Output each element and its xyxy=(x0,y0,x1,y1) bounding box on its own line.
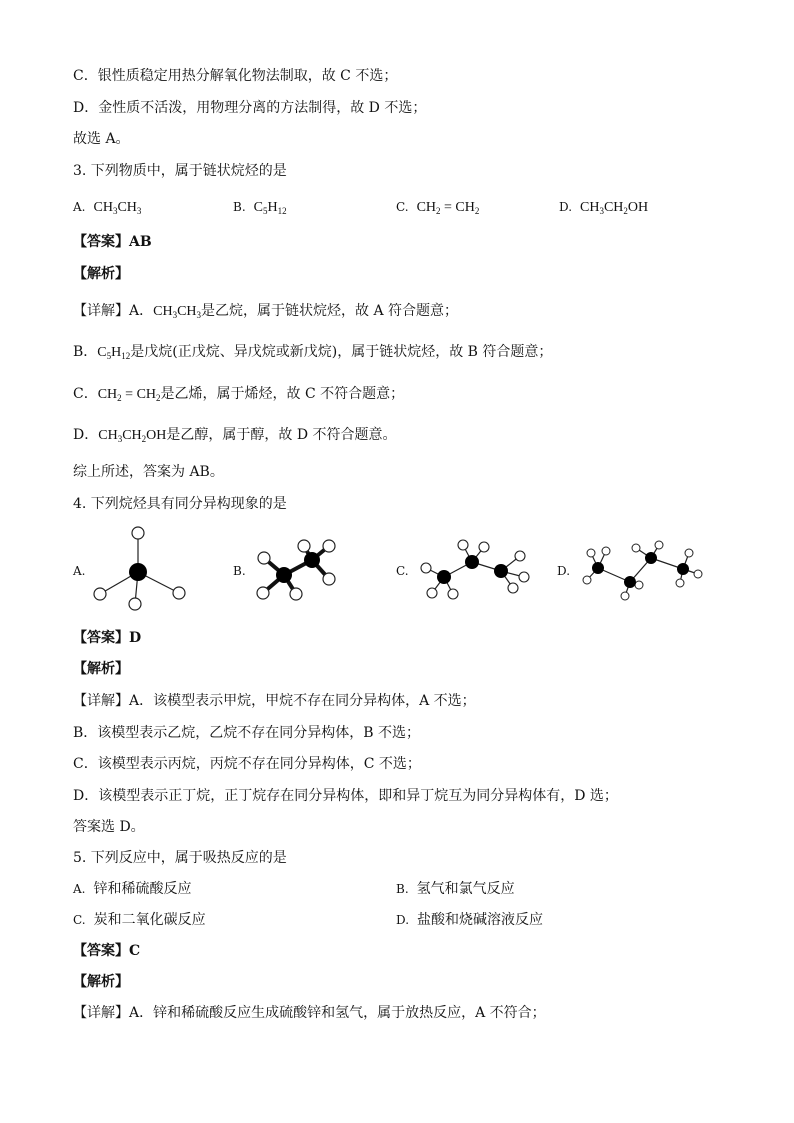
q3-explain-b xyxy=(73,342,552,363)
explain-prefix: B． xyxy=(73,344,98,360)
ethane-model xyxy=(248,532,348,606)
line-silver: C．银性质稳定用热分解氧化物法制取，故 C 不选； xyxy=(73,68,398,84)
line-gold: D．金性质不活泼，用物理分离的方法制得，故 D 不选； xyxy=(73,100,427,116)
option-label: B. xyxy=(396,882,409,896)
explain-text: 是乙烷，属于链状烷烃，故 A 符合题意； xyxy=(201,303,459,319)
option-label: A. xyxy=(73,882,86,896)
explain-text: 是乙醇，属于醇，故 D 不符合题意。 xyxy=(166,427,397,443)
explain-prefix: D． xyxy=(73,427,99,443)
explain-prefix: C． xyxy=(73,386,98,402)
q4-answer: 【答案】D xyxy=(73,630,142,646)
option-label: D. xyxy=(396,913,410,927)
q5-option-a xyxy=(73,879,191,899)
q4-option-b-label: B. xyxy=(233,564,246,578)
formula-ethanol: $CH_3CH_2OH$ xyxy=(580,200,649,216)
q5-option-b xyxy=(396,879,515,899)
q3-explain-d xyxy=(73,425,397,446)
q4-explain-c: C．该模型表示丙烷，丙烷不存在同分异构体，C 不选； xyxy=(73,756,421,772)
option-text: 炭和二氧化碳反应 xyxy=(93,912,206,928)
formula-c5h12: $C_5H_{12}$ xyxy=(97,345,131,361)
q4-summary: 答案选 D。 xyxy=(73,819,145,835)
option-text: 锌和稀硫酸反应 xyxy=(93,881,192,897)
option-text: 盐酸和烧碱溶液反应 xyxy=(417,912,544,928)
explain-text: 是乙烯，属于烯烃，故 C 不符合题意； xyxy=(160,386,405,402)
formula-ch3ch3: $CH_3CH_3$ xyxy=(93,200,142,216)
formula-ch3ch3: $CH_3CH_3$ xyxy=(153,304,202,320)
explain-prefix: 【详解】A． xyxy=(73,303,154,319)
q5-analysis-heading: 【解析】 xyxy=(73,974,129,990)
q4-explain-d: D．该模型表示正丁烷，正丁烷存在同分异构体，即和异丁烷互为同分异构体有，D 选； xyxy=(73,788,618,804)
butane-model xyxy=(578,538,708,608)
option-label: C. xyxy=(396,200,409,214)
q4-explain-b: B．该模型表示乙烷，乙烷不存在同分异构体，B 不选； xyxy=(73,725,421,741)
explain-text: 是戊烷(正戊烷、异戊烷或新戊烷)，属于链状烷烃，故 B 符合题意； xyxy=(130,344,553,360)
formula-ethanol: $CH_3CH_2OH$ xyxy=(98,428,167,444)
option-label: D. xyxy=(559,200,573,214)
option-text: 氢气和氯气反应 xyxy=(416,881,515,897)
q3-option-c xyxy=(396,197,479,218)
option-label: C. xyxy=(73,913,86,927)
q3-option-b xyxy=(233,197,287,218)
question-3: 3. 下列物质中，属于链状烷烃的是 xyxy=(73,163,287,179)
q4-analysis-heading: 【解析】 xyxy=(73,661,129,677)
formula-c5h12: $C_5H_{12}$ xyxy=(253,200,287,216)
methane-model xyxy=(88,522,188,612)
option-label: A. xyxy=(73,200,86,214)
q5-option-c xyxy=(73,910,206,930)
q4-explain-a: 【详解】A．该模型表示甲烷，甲烷不存在同分异构体，A 不选； xyxy=(73,693,476,709)
q3-analysis-heading: 【解析】 xyxy=(73,266,129,282)
question-4: 4. 下列烷烃具有同分异构现象的是 xyxy=(73,496,287,512)
q5-option-d xyxy=(396,910,543,930)
formula-ethene: $CH_2 = CH_2$ xyxy=(97,387,161,403)
propane-model xyxy=(412,534,542,604)
q3-explain-c xyxy=(73,384,404,405)
q3-option-a xyxy=(73,197,141,218)
q4-option-c-label: C. xyxy=(396,564,409,578)
q5-explain-a: 【详解】A．锌和稀硫酸反应生成硫酸锌和氢气，属于放热反应，A 不符合； xyxy=(73,1005,546,1021)
q4-option-a-label: A. xyxy=(73,564,86,578)
q3-summary: 综上所述，答案为 AB。 xyxy=(73,464,224,480)
line-choose-a: 故选 A。 xyxy=(73,131,130,147)
q5-answer: 【答案】C xyxy=(73,943,141,959)
q3-answer: 【答案】AB xyxy=(73,234,152,250)
question-5: 5. 下列反应中，属于吸热反应的是 xyxy=(73,850,287,866)
q4-option-d-label: D. xyxy=(557,564,571,578)
formula-ethene: $CH_2 = CH_2$ xyxy=(416,200,480,216)
q3-explain-a xyxy=(73,301,458,322)
option-label: B. xyxy=(233,200,246,214)
q3-option-d xyxy=(559,197,648,218)
